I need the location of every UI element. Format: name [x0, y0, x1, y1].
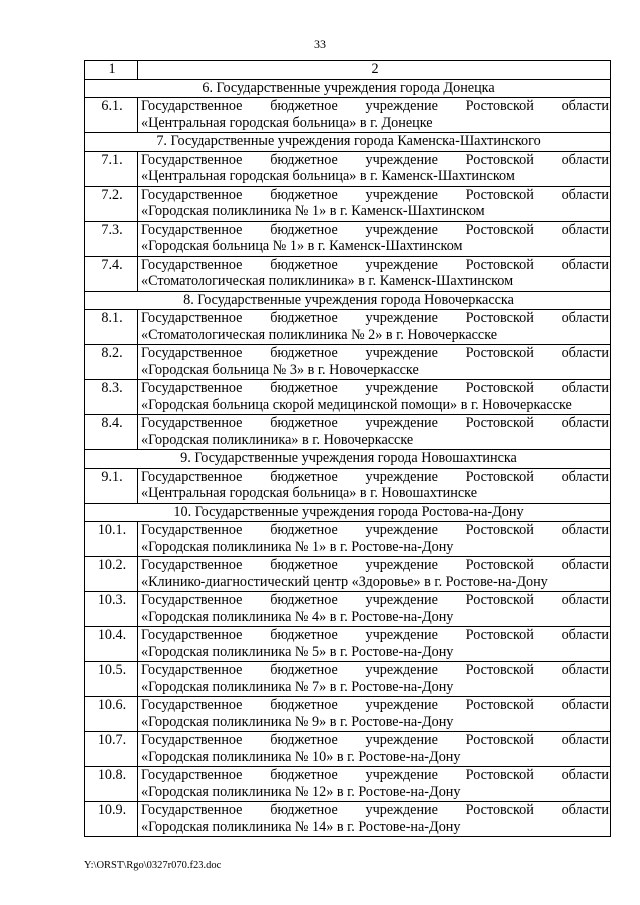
item-number: 7.2. [85, 186, 138, 221]
table-body [85, 61, 611, 837]
section-heading: 9. Государственные учреждения города Новошахтинска [85, 450, 611, 469]
table-row [85, 380, 611, 415]
institution-title-line: «Городская поликлиника № 12» в г. Ростове-на-Дону [141, 783, 461, 800]
institution-type-line: Государственное бюджетное учреждение Ростовской области [141, 186, 609, 203]
institution-title-line: «Городская поликлиника № 10» в г. Ростове-на-Дону [141, 748, 461, 765]
section-row [85, 133, 611, 152]
institution-type-line: Государственное бюджетное учреждение Ростовской области [141, 151, 609, 168]
institution-name [138, 697, 611, 732]
institutions-table [84, 60, 611, 837]
institution-type-line: Государственное бюджетное учреждение Ростовской области [141, 98, 609, 114]
item-number: 10.3. [85, 592, 138, 627]
institution-type-line: Государственное бюджетное учреждение Ростовской области [141, 697, 609, 713]
institution-name [138, 345, 611, 380]
item-number: 10.1. [85, 522, 138, 557]
table-row [85, 468, 611, 503]
item-number: 10.2. [85, 557, 138, 592]
footer-file-path: Y:\ORST\Rgo\0327r070.f23.doc [84, 860, 222, 871]
table-row [85, 592, 611, 627]
table-row [85, 627, 611, 662]
institution-name [138, 732, 611, 767]
item-number: 7.1. [85, 151, 138, 186]
item-number: 8.1. [85, 310, 138, 345]
institution-type-line: Государственное бюджетное учреждение Ростовской области [141, 256, 609, 273]
institution-title-line: «Центральная городская больница» в г. Новошахтинске [141, 485, 477, 501]
institution-type-line: Государственное бюджетное учреждение Ростовской области [141, 557, 609, 573]
institution-name [138, 627, 611, 662]
institution-name [138, 767, 611, 802]
institution-type-line: Государственное бюджетное учреждение Ростовской области [141, 732, 609, 748]
institution-type-line: Государственное бюджетное учреждение Ростовской области [141, 345, 609, 361]
institution-name [138, 557, 611, 592]
table-row [85, 256, 611, 291]
item-number: 7.4. [85, 256, 138, 291]
item-number: 7.3. [85, 221, 138, 256]
institution-title-line: «Стоматологическая поликлиника» в г. Каменск-Шахтинском [141, 273, 514, 289]
header-col-2: 2 [138, 61, 611, 80]
institution-name [138, 662, 611, 697]
table-row [85, 415, 611, 450]
institution-name [138, 415, 611, 450]
table-row [85, 662, 611, 697]
institution-title-line: «Городская поликлиника № 9» в г. Ростове-на-Дону [141, 713, 454, 730]
institution-type-line: Государственное бюджетное учреждение Ростовской области [141, 522, 609, 538]
institution-name [138, 380, 611, 415]
section-row [85, 450, 611, 469]
institution-title-line: «Центральная городская больница» в г. Донецке [141, 114, 433, 131]
table-row [85, 345, 611, 380]
item-number: 10.7. [85, 732, 138, 767]
institution-title-line: «Городская поликлиника» в г. Новочеркасске [141, 431, 414, 448]
institution-title-line: «Стоматологическая поликлиника № 2» в г. Новочеркасске [141, 326, 498, 343]
institution-title-line: «Городская поликлиника № 1» в г. Ростове-на-Дону [141, 538, 454, 555]
institution-title-line: «Городская поликлиника № 5» в г. Ростове-на-Дону [141, 643, 454, 660]
institution-title-line: «Городская поликлиника № 1» в г. Каменск-Шахтинском [141, 203, 485, 219]
table-row [85, 186, 611, 221]
institution-type-line: Государственное бюджетное учреждение Ростовской области [141, 415, 609, 431]
section-heading: 10. Государственные учреждения города Ростова-на-Дону [85, 503, 611, 522]
page-number: 33 [314, 37, 326, 51]
table-row [85, 98, 611, 133]
table-row [85, 151, 611, 186]
table-row [85, 310, 611, 345]
institution-name [138, 468, 611, 503]
item-number: 10.5. [85, 662, 138, 697]
institution-name [138, 151, 611, 186]
item-number: 10.8. [85, 767, 138, 802]
item-number: 8.3. [85, 380, 138, 415]
institution-title-line: «Городская больница № 1» в г. Каменск-Шахтинском [141, 238, 463, 254]
item-number: 6.1. [85, 98, 138, 133]
table-row [85, 522, 611, 557]
institution-name [138, 310, 611, 345]
table-row [85, 767, 611, 802]
table-row [85, 221, 611, 256]
institution-type-line: Государственное бюджетное учреждение Ростовской области [141, 221, 609, 238]
institution-title-line: «Городская больница № 3» в г. Новочеркасске [141, 361, 419, 378]
institution-title-line: «Клинико-диагностический центр «Здоровье» в г. Ростове-на-Дону [141, 573, 548, 590]
institution-title-line: «Городская поликлиника № 4» в г. Ростове-на-Дону [141, 608, 454, 625]
institution-type-line: Государственное бюджетное учреждение Ростовской области [141, 310, 609, 326]
institution-type-line: Государственное бюджетное учреждение Ростовской области [141, 627, 609, 643]
institution-title-line: «Городская поликлиника № 14» в г. Ростове-на-Дону [141, 818, 461, 835]
table-row [85, 802, 611, 837]
institution-title-line: «Центральная городская больница» в г. Каменск-Шахтинском [141, 168, 515, 184]
institution-title-line: «Городская больница скорой медицинской помощи» в г. Новочеркасске [141, 396, 572, 413]
institution-name [138, 522, 611, 557]
institution-type-line: Государственное бюджетное учреждение Ростовской области [141, 767, 609, 783]
item-number: 9.1. [85, 468, 138, 503]
table-header-row [85, 61, 611, 80]
institution-title-line: «Городская поликлиника № 7» в г. Ростове-на-Дону [141, 678, 454, 695]
institution-name [138, 186, 611, 221]
item-number: 8.4. [85, 415, 138, 450]
section-heading: 7. Государственные учреждения города Каменска-Шахтинского [85, 133, 611, 152]
institution-type-line: Государственное бюджетное учреждение Ростовской области [141, 592, 609, 608]
item-number: 10.9. [85, 802, 138, 837]
item-number: 10.4. [85, 627, 138, 662]
institution-name [138, 256, 611, 291]
section-heading: 8. Государственные учреждения города Новочеркасска [85, 291, 611, 310]
institution-type-line: Государственное бюджетное учреждение Ростовской области [141, 662, 609, 678]
header-col-1: 1 [85, 61, 138, 80]
section-heading: 6. Государственные учреждения города Донецка [85, 79, 611, 98]
item-number: 10.6. [85, 697, 138, 732]
institution-name [138, 802, 611, 837]
section-row [85, 291, 611, 310]
table-row [85, 732, 611, 767]
table-row [85, 697, 611, 732]
institution-name [138, 592, 611, 627]
institution-type-line: Государственное бюджетное учреждение Ростовской области [141, 380, 609, 396]
institution-name [138, 221, 611, 256]
institution-name [138, 98, 611, 133]
institution-type-line: Государственное бюджетное учреждение Ростовской области [141, 468, 609, 485]
section-row [85, 503, 611, 522]
item-number: 8.2. [85, 345, 138, 380]
table-row [85, 557, 611, 592]
institution-type-line: Государственное бюджетное учреждение Ростовской области [141, 802, 609, 818]
section-row [85, 79, 611, 98]
